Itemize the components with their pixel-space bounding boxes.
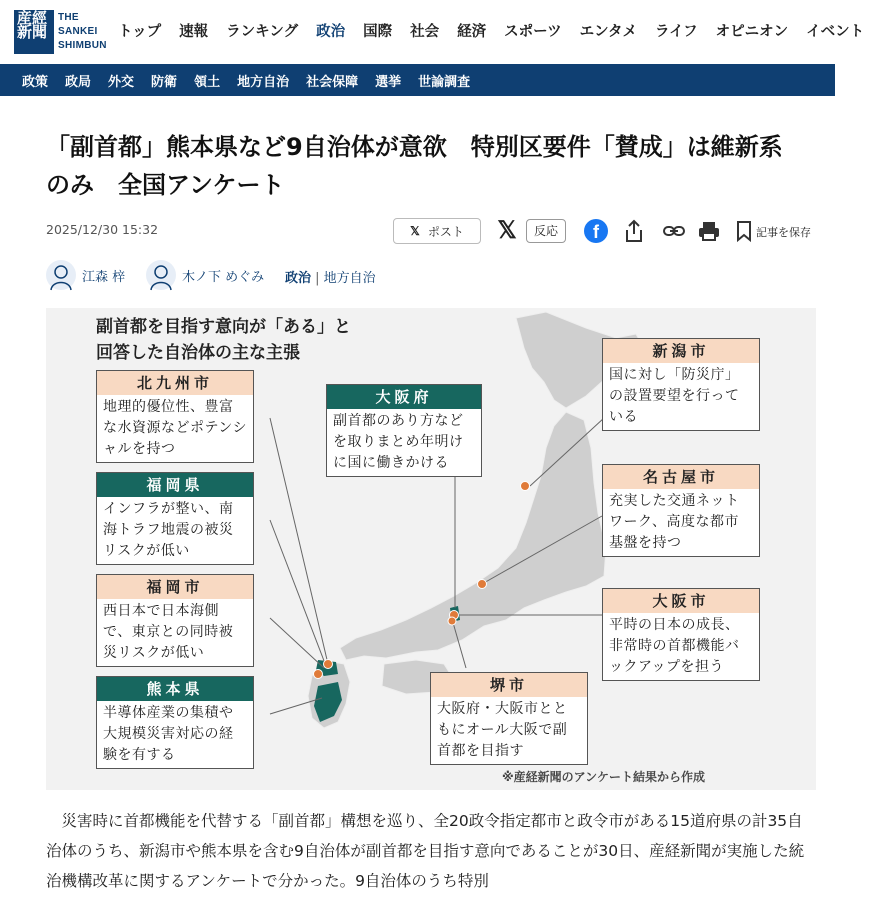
main-nav-item[interactable]: 社会 bbox=[410, 24, 440, 40]
card-text: 充実した交通ネットワーク、高度な都市基盤を持つ bbox=[609, 493, 740, 551]
card-title: 名古屋市 bbox=[603, 465, 759, 489]
main-nav bbox=[118, 20, 882, 44]
link-icon[interactable] bbox=[661, 218, 687, 244]
figure-source-note: ※産経新聞のアンケート結果から作成 bbox=[502, 770, 705, 784]
card-text: 半導体産業の集積や大規模災害対応の経験を有する bbox=[103, 705, 234, 763]
figure-title: 副首都を目指す意向が「ある」と 回答した自治体の主な主張 bbox=[96, 317, 351, 363]
facebook-share-icon[interactable]: f bbox=[584, 219, 608, 243]
main-nav-item[interactable]: スポーツ bbox=[504, 24, 562, 40]
sankei-logo[interactable] bbox=[14, 10, 110, 54]
sub-nav-item[interactable]: 領土 bbox=[194, 75, 221, 90]
sub-nav bbox=[22, 71, 487, 90]
x-reactions-icon[interactable]: 𝕏 bbox=[497, 217, 517, 244]
save-article-label[interactable]: 記事を保存 bbox=[756, 226, 811, 239]
main-nav-item[interactable]: トップ bbox=[118, 24, 162, 40]
claim-card bbox=[602, 588, 760, 681]
claim-card bbox=[602, 464, 760, 557]
card-title: 福岡県 bbox=[97, 473, 253, 497]
main-nav-item[interactable]: 国際 bbox=[363, 24, 393, 40]
sub-nav-item[interactable]: 政策 bbox=[22, 75, 49, 90]
reaction-badge[interactable]: 反応 bbox=[526, 219, 566, 243]
card-title: 新潟市 bbox=[603, 339, 759, 363]
card-text: 副首都のあり方などを取りまとめ年明けに国に働きかける bbox=[333, 413, 464, 471]
avatar bbox=[146, 260, 176, 290]
claim-card bbox=[430, 672, 588, 765]
share-toolbar bbox=[393, 216, 823, 246]
logo-kanji: 産經新聞 bbox=[14, 10, 54, 54]
share-icon[interactable] bbox=[621, 218, 647, 244]
card-title: 福岡市 bbox=[97, 575, 253, 599]
main-nav-item[interactable]: オピニオン bbox=[715, 24, 789, 40]
sub-nav-item[interactable]: 選挙 bbox=[375, 75, 402, 90]
card-text: インフラが整い、南海トラフ地震の被災リスクが低い bbox=[103, 501, 234, 559]
author-item[interactable] bbox=[46, 258, 125, 292]
card-title: 堺市 bbox=[431, 673, 587, 697]
card-text: 地理的優位性、豊富な水資源などポテンシャルを持つ bbox=[103, 399, 247, 457]
category-links bbox=[285, 267, 376, 286]
main-nav-item[interactable]: 速報 bbox=[179, 24, 209, 40]
logo-wordmark: THE SANKEI SHIMBUN bbox=[58, 12, 107, 51]
article-body-paragraph: 災害時に首都機能を代替する「副首都」構想を巡り、全20政令指定都市と政令市がある15道府県の計35自治体のうち、新潟市や熊本県を含む9自治体が副首都を目指す意向であることが30日、産経新聞が実施した統治機構改革に関するアンケートで分かった。9自治体のうち特別 bbox=[46, 812, 805, 890]
category-link[interactable]: 政治 bbox=[285, 271, 312, 286]
main-nav-item[interactable]: イベント bbox=[806, 24, 865, 40]
sub-nav-item[interactable]: 社会保障 bbox=[306, 75, 359, 90]
author-name: 木ノ下 めぐみ bbox=[182, 269, 265, 285]
x-icon: 𝕏 bbox=[410, 224, 420, 238]
card-title: 大阪市 bbox=[603, 589, 759, 613]
subcategory-link[interactable]: 地方自治 bbox=[323, 271, 376, 286]
sub-nav-bar bbox=[0, 64, 835, 96]
article-headline: 「副首都」熊本県など9自治体が意欲 特別区要件「賛成」は維新系のみ 全国アンケート bbox=[46, 133, 783, 199]
claim-card bbox=[96, 472, 254, 565]
author-name: 江森 梓 bbox=[82, 269, 126, 285]
claim-card bbox=[602, 338, 760, 431]
sub-nav-item[interactable]: 政局 bbox=[65, 75, 92, 90]
category-separator: | bbox=[315, 271, 324, 286]
main-nav-item[interactable]: ライフ bbox=[655, 24, 698, 40]
claim-card bbox=[96, 370, 254, 463]
bookmark-icon[interactable] bbox=[731, 218, 757, 244]
card-title: 大阪府 bbox=[327, 385, 481, 409]
author-item[interactable] bbox=[146, 258, 264, 292]
x-post-button[interactable] bbox=[393, 218, 481, 244]
card-text: 平時の日本の成長、非常時の首都機能バックアップを担う bbox=[609, 617, 740, 675]
sub-nav-item[interactable]: 地方自治 bbox=[237, 75, 290, 90]
card-title: 北九州市 bbox=[97, 371, 253, 395]
main-nav-item[interactable]: 経済 bbox=[457, 24, 487, 40]
sub-nav-item[interactable]: 防衛 bbox=[151, 75, 178, 90]
claim-card bbox=[96, 676, 254, 769]
claim-card bbox=[96, 574, 254, 667]
sub-nav-item[interactable]: 外交 bbox=[108, 75, 135, 90]
claim-card bbox=[326, 384, 482, 477]
main-nav-item[interactable]: 政治 bbox=[316, 24, 346, 40]
author-list bbox=[46, 258, 646, 292]
card-title: 熊本県 bbox=[97, 677, 253, 701]
site-header bbox=[0, 0, 865, 64]
main-nav-item[interactable]: エンタメ bbox=[579, 24, 637, 40]
card-text: 西日本で日本海側で、東京との同時被災リスクが低い bbox=[103, 603, 234, 661]
article-figure[interactable] bbox=[46, 308, 816, 790]
card-text: 国に対し「防災庁」の設置要望を行っている bbox=[609, 367, 740, 425]
post-label: ポスト bbox=[427, 224, 464, 239]
card-text: 大阪府・大阪市とともにオール大阪で副首都を目指す bbox=[437, 701, 568, 759]
sub-nav-item[interactable]: 世論調査 bbox=[418, 75, 471, 90]
print-icon[interactable] bbox=[696, 218, 722, 244]
avatar bbox=[46, 260, 76, 290]
publish-date: 2025/12/30 15:32 bbox=[46, 222, 159, 237]
main-nav-item[interactable]: ランキング bbox=[226, 24, 299, 40]
